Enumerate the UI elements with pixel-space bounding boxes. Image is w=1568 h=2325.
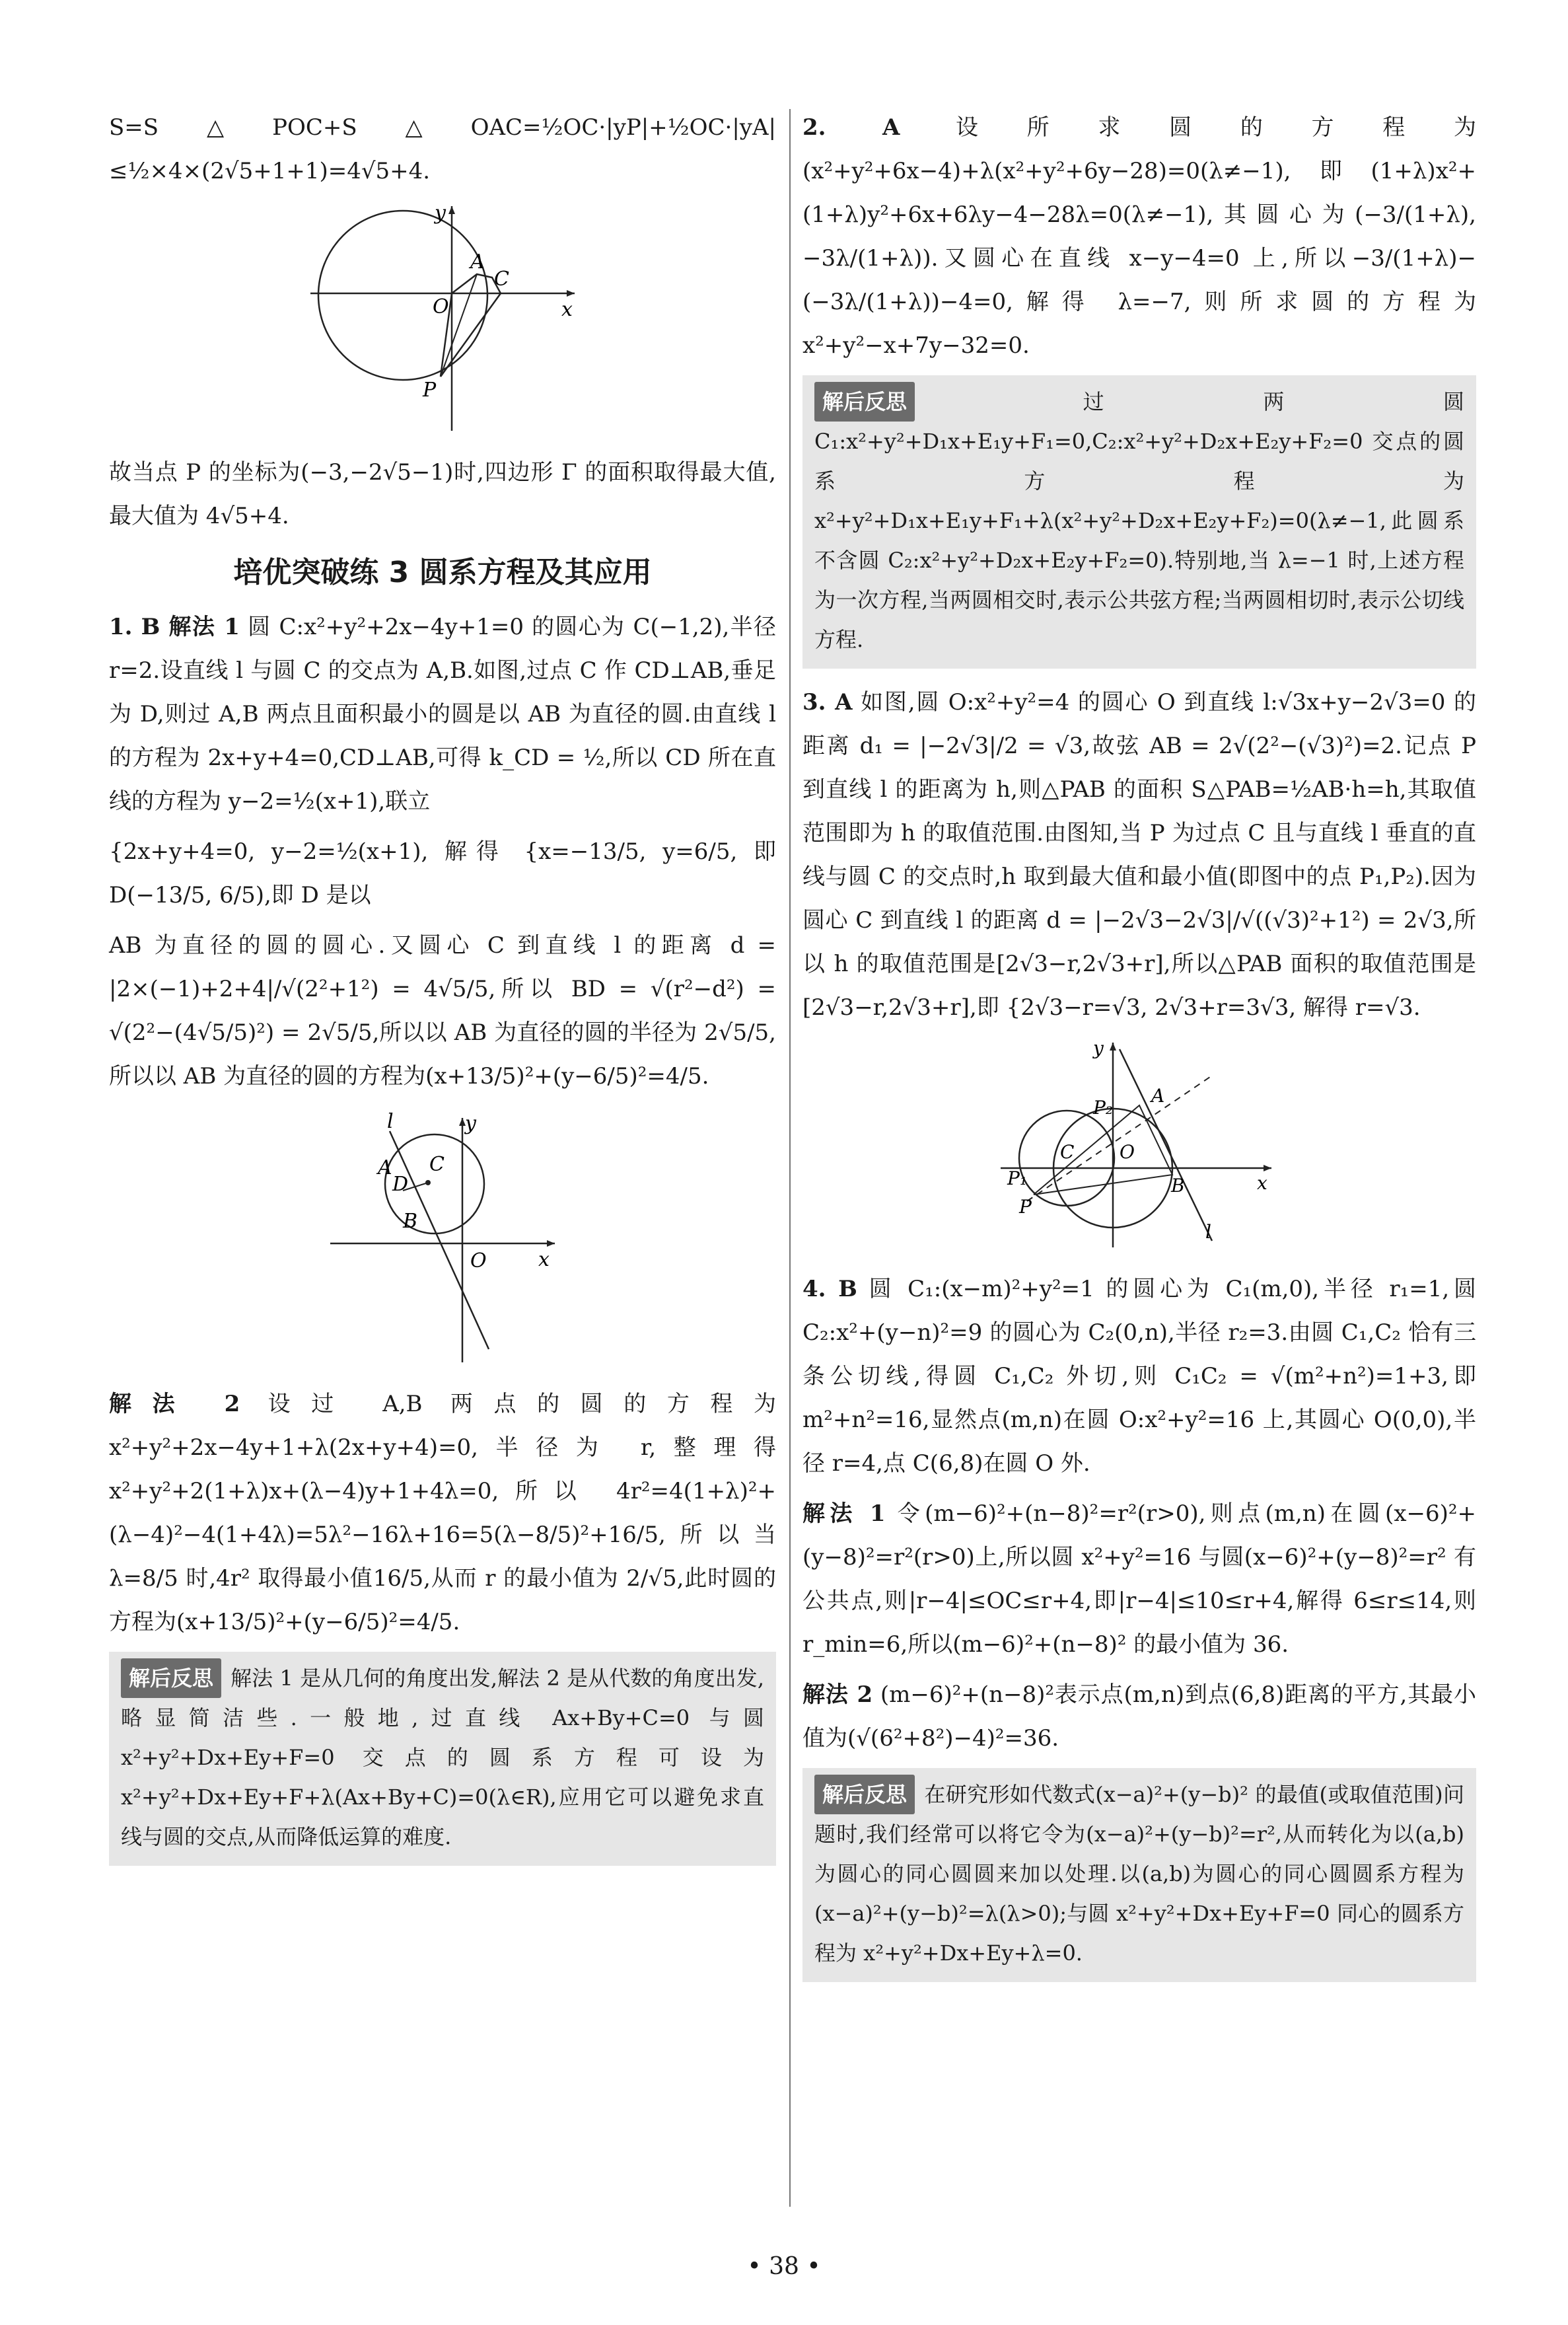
q2-lead: 2. A bbox=[802, 114, 900, 141]
fig2-label-o: O bbox=[470, 1249, 487, 1273]
fig3-label-c: C bbox=[1060, 1141, 1075, 1163]
reflection-box-3 bbox=[802, 1768, 1476, 1982]
figure-circle-quadrilateral bbox=[297, 200, 588, 437]
q4-lead: 4. B bbox=[802, 1276, 857, 1302]
fig2-label-c: C bbox=[429, 1153, 445, 1176]
fig2-label-l: l bbox=[387, 1110, 394, 1133]
conclusion-text: 故当点 P 的坐标为(−3,−2√5−1)时,四边形 Γ 的面积取得最大值,最大值为 4√5+4. bbox=[109, 459, 776, 529]
question-4-method-1 bbox=[802, 1492, 1476, 1666]
reflection-text-3: 在研究形如代数式(x−a)²+(y−b)² 的最值(或取值范围)问题时,我们经常可以将它令为(x−a)²+(y−b)²=r²,从而转化为以(a,b)为圆心的同心圆圆来加以处理.以(a,b)为圆心的同心圆圆系方程为(x−a)²+(y−b)²=λ(λ>0);与圆 x²+y²+Dx+Ey+F=0 同心的圆系方程为 x²+y²+Dx+Ey+λ=0. bbox=[814, 1782, 1464, 1966]
fig3-label-l: l bbox=[1205, 1221, 1211, 1243]
fig2-label-a: A bbox=[378, 1156, 392, 1179]
reflection-tag-1: 解后反思 bbox=[121, 1658, 221, 1698]
question-3 bbox=[802, 681, 1476, 1029]
fig3-label-x: x bbox=[1257, 1172, 1267, 1194]
q1-lead: 1. B 解法 1 bbox=[109, 614, 240, 640]
q3-text: 如图,圆 O:x²+y²=4 的圆心 O 到直线 l:√3x+y−2√3=0 的距离 d₁ = |−2√3|/2 = √3,故弦 AB = 2√(2²−(√3)²)=2.记点 P 到直线 l 的距离为 h,则△PAB 的面积 S△PAB=½AB·h=h,其取值范围即为 h 的取值范围.由图知,当 P 为过点 C 且与直线 l 垂直的直线与圆 C 的交点时,h 取到最大值和最小值(即图中的点 P₁,P₂).因为圆心 C 到直线 l 的距离 d = |−2√3−2√3|/√((√3)²+1²) = 2√3,所以 h 的取值范围是[2√3−r,2√3+r],所以△PAB 面积的取值范围是[2√3−r,2√3+r],即 {2√3−r=√3, 2√3+r=3√3, 解得 r=√3. bbox=[802, 689, 1476, 1021]
fig3-label-y: y bbox=[1093, 1037, 1104, 1059]
q4-m2-lead: 解法 2 bbox=[802, 1681, 873, 1708]
q1-text-a: 圆 C:x²+y²+2x−4y+1=0 的圆心为 C(−1,2),半径 r=2.设直线 l 与圆 C 的交点为 A,B.如图,过点 C 作 CD⊥AB,垂足为 D,则过 A,B 两点且面积最小的圆是以 AB 为直径的圆.由直线 l 的方程为 2x+y+4=0,CD⊥AB,可得 k_CD = ½,所以 CD 所在直线的方程为 y−2=½(x+1),联立 bbox=[109, 614, 776, 815]
q3-lead: 3. A bbox=[802, 689, 853, 716]
fig1-label-c: C bbox=[494, 268, 509, 291]
page-number: • 38 • bbox=[747, 2253, 821, 2280]
right-column bbox=[802, 106, 1476, 1994]
reflection-text-1: 解法 1 是从几何的角度出发,解法 2 是从代数的角度出发,略显简洁些.一般地,过直线 Ax+By+C=0 与圆 x²+y²+Dx+Ey+F=0 交点的圆系方程可设为 x²+y²+Dx+Ey+F+λ(Ax+By+C)=0(λ∈R),应用它可以避免求直线与圆的交点,从而降低运算的难度. bbox=[121, 1666, 764, 1849]
question-1-part-c: AB 为直径的圆的圆心.又圆心 C 到直线 l 的距离 d = |2×(−1)+2+4|/√(2²+1²) = 4√5/5,所以 BD = √(r²−d²) = √(2²−(4√5/5)²) = 2√5/5,所以以 AB 为直径的圆的半径为 2√5/5,所以以 AB 为直径的圆的方程为(x+13/5)²+(y−6/5)²=4/5. bbox=[109, 932, 776, 1089]
question-1-part-b: {2x+y+4=0, y−2=½(x+1), 解得 {x=−13/5, y=6/5, 即 D(−13/5, 6/5),即 D 是以 bbox=[109, 838, 776, 908]
q4-m1-lead: 解法 1 bbox=[802, 1500, 886, 1527]
fig1-label-o: O bbox=[433, 295, 449, 318]
question-2 bbox=[802, 106, 1476, 367]
fig3-label-p2: P₂ bbox=[1093, 1097, 1114, 1119]
left-column bbox=[109, 106, 776, 1878]
fig1-label-a: A bbox=[470, 250, 485, 274]
fig2-label-b: B bbox=[403, 1210, 418, 1233]
fig3-label-a: A bbox=[1151, 1085, 1165, 1107]
question-4-method-2 bbox=[802, 1673, 1476, 1760]
fig3-label-p1: P₁ bbox=[1007, 1167, 1028, 1189]
fig2-label-x: x bbox=[538, 1248, 550, 1271]
figure-two-circles bbox=[994, 1036, 1285, 1254]
fig2-label-y: y bbox=[465, 1112, 476, 1135]
q1-m2-lead: 解法 2 bbox=[109, 1391, 240, 1417]
fig3-label-p: P bbox=[1019, 1196, 1032, 1218]
reflection-box-2 bbox=[802, 375, 1476, 669]
figure-circle-line-l bbox=[324, 1105, 561, 1369]
section-title: 培优突破练 3 圆系方程及其应用 bbox=[233, 556, 652, 589]
column-divider bbox=[789, 109, 791, 2207]
fig1-label-y: y bbox=[435, 202, 446, 225]
fig3-label-b: B bbox=[1171, 1175, 1185, 1197]
q4-m2-text: (m−6)²+(n−8)²表示点(m,n)到点(6,8)距离的平方,其最小值为(√(6²+8²)−4)²=36. bbox=[802, 1681, 1476, 1752]
question-4 bbox=[802, 1267, 1476, 1485]
reflection-box-1 bbox=[109, 1652, 776, 1866]
q1-m2-text: 设过 A,B 两点的圆的方程为 x²+y²+2x−4y+1+λ(2x+y+4)=0,半径为 r,整理得 x²+y²+2(1+λ)x+(λ−4)y+1+4λ=0,所以 4r²=4(1+λ)²+(λ−4)²−4(1+4λ)=5λ²−16λ+16=5(λ−8/5)²+16/5,所以当 λ=8/5 时,4r² 取得最小值16/5,从而 r 的最小值为 2/√5,此时圆的方程为(x+13/5)²+(y−6/5)²=4/5. bbox=[109, 1391, 776, 1635]
question-1-part-a bbox=[109, 605, 776, 823]
reflection-text-2: 过两圆 C₁:x²+y²+D₁x+E₁y+F₁=0,C₂:x²+y²+D₂x+E₂y+F₂=0 交点的圆系方程为 x²+y²+D₁x+E₁y+F₁+λ(x²+y²+D₂x+E₂y+F₂)=0(λ≠−1,此圆系不含圆 C₂:x²+y²+D₂x+E₂y+F₂=0).特别地,当 λ=−1 时,上述方程为一次方程,当两圆相交时,表示公共弦方程;当两圆相切时,表示公切线方程. bbox=[814, 389, 1464, 652]
fig1-label-x: x bbox=[561, 298, 573, 321]
reflection-tag-3: 解后反思 bbox=[814, 1775, 915, 1814]
area-formula: S=S△POC+S△OAC=½OC·|yP|+½OC·|yA|≤½×4×(2√5+1+1)=4√5+4. bbox=[109, 114, 776, 184]
q4-text: 圆 C₁:(x−m)²+y²=1 的圆心为 C₁(m,0),半径 r₁=1,圆 C₂:x²+(y−n)²=9 的圆心为 C₂(0,n),半径 r₂=3.由圆 C₁,C₂ 恰有三条公切线,得圆 C₁,C₂ 外切,则 C₁C₂ = √(m²+n²)=1+3,即 m²+n²=16,显然点(m,n)在圆 O:x²+y²=16 上,其圆心 O(0,0),半径 r=4,点 C(6,8)在圆 O 外. bbox=[802, 1276, 1476, 1477]
fig2-label-d: D bbox=[392, 1173, 409, 1196]
fig1-label-p: P bbox=[423, 379, 437, 402]
reflection-tag-2: 解后反思 bbox=[814, 382, 915, 422]
fig3-label-o: O bbox=[1120, 1141, 1135, 1163]
q2-text: 设所求圆的方程为(x²+y²+6x−4)+λ(x²+y²+6y−28)=0(λ≠−1),即(1+λ)x²+(1+λ)y²+6x+6λy−4−28λ=0(λ≠−1),其圆心为(−3/(1+λ), −3λ/(1+λ)).又圆心在直线 x−y−4=0 上,所以−3/(1+λ)−(−3λ/(1+λ))−4=0,解得 λ=−7,则所求圆的方程为 x²+y²−x+7y−32=0. bbox=[802, 114, 1476, 359]
q4-m1-text: 令(m−6)²+(n−8)²=r²(r>0),则点(m,n)在圆(x−6)²+(y−8)²=r²(r>0)上,所以圆 x²+y²=16 与圆(x−6)²+(y−8)²=r² 有公共点,则|r−4|≤OC≤r+4,即|r−4|≤10≤r+4,解得 6≤r≤14,则 r_min=6,所以(m−6)²+(n−8)² 的最小值为 36. bbox=[802, 1500, 1476, 1658]
question-1-method-2 bbox=[109, 1382, 776, 1644]
